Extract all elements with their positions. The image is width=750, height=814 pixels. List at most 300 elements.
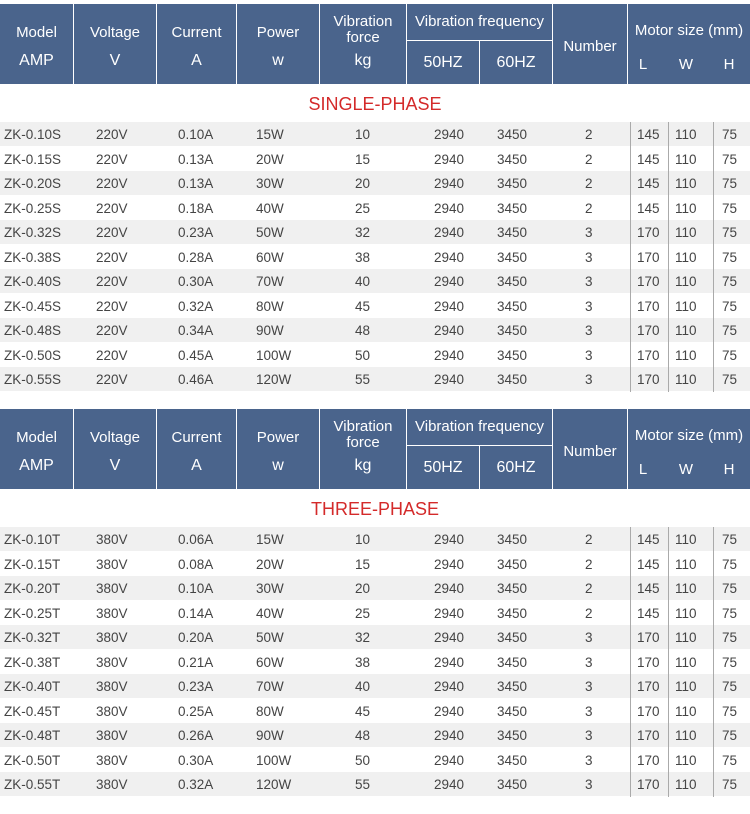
cell-freq-60hz: 3450: [497, 556, 528, 572]
header-motor-w: W: [678, 56, 694, 73]
cell-motor-h: 75: [722, 249, 738, 265]
cell-number: 3: [585, 298, 593, 314]
cell-motor-l: 170: [637, 249, 660, 265]
cell-freq-60hz: 3450: [497, 679, 528, 694]
cell-power: 30W: [256, 581, 284, 596]
header-motor-size: Motor size (mm) L W H: [628, 4, 750, 84]
cell-motor-h: 75: [722, 654, 738, 670]
column-divider: [630, 122, 631, 392]
table-row: [0, 552, 750, 576]
cell-motor-l: 170: [637, 728, 660, 743]
cell-model: ZK-0.48S: [4, 323, 62, 338]
cell-current: 0.45A: [178, 347, 214, 363]
cell-motor-w: 110: [675, 298, 697, 314]
cell-freq-50hz: 2940: [434, 777, 465, 792]
cell-voltage: 220V: [96, 200, 128, 216]
cell-model: ZK-0.48T: [4, 728, 61, 743]
table-row: [0, 723, 750, 747]
cell-motor-w: 110: [675, 249, 697, 265]
cell-model: ZK-0.40T: [4, 679, 61, 694]
cell-freq-50hz: 2940: [434, 298, 465, 314]
cell-motor-h: 75: [722, 532, 738, 547]
cell-number: 3: [585, 249, 593, 265]
header-vibration-frequency: Vibration frequency 50HZ 60HZ: [407, 4, 553, 84]
cell-voltage: 220V: [96, 274, 128, 289]
cell-vibration-force: 32: [355, 630, 371, 645]
cell-freq-60hz: 3450: [497, 200, 528, 216]
cell-power: 120W: [256, 777, 292, 792]
cell-model: ZK-0.45S: [4, 298, 62, 314]
header-motor-h: H: [723, 461, 735, 478]
cell-freq-60hz: 3450: [497, 703, 528, 719]
cell-voltage: 380V: [96, 703, 128, 719]
cell-motor-l: 170: [637, 347, 660, 363]
cell-number: 3: [585, 703, 593, 719]
cell-freq-60hz: 3450: [497, 777, 528, 792]
cell-power: 70W: [256, 274, 284, 289]
cell-motor-l: 170: [637, 323, 660, 338]
cell-model: ZK-0.38T: [4, 654, 61, 670]
cell-power: 60W: [256, 249, 284, 265]
cell-freq-50hz: 2940: [434, 556, 465, 572]
header-voltage: Voltage V: [74, 409, 157, 489]
column-divider: [668, 122, 669, 392]
cell-motor-h: 75: [722, 225, 738, 240]
cell-current: 0.28A: [178, 249, 214, 265]
cell-number: 2: [585, 581, 593, 596]
cell-motor-w: 110: [675, 728, 697, 743]
header-power: Power w: [237, 409, 320, 489]
cell-motor-l: 170: [637, 298, 660, 314]
cell-motor-l: 145: [637, 176, 660, 191]
cell-voltage: 220V: [96, 298, 128, 314]
cell-voltage: 380V: [96, 654, 128, 670]
cell-motor-h: 75: [722, 752, 738, 768]
cell-vibration-force: 50: [355, 752, 371, 768]
header-model: Model AMP: [0, 409, 74, 489]
cell-vibration-force: 15: [355, 556, 371, 572]
table-row: [0, 220, 750, 244]
cell-vibration-force: 15: [355, 151, 371, 167]
header-voltage: Voltage V: [74, 4, 157, 84]
cell-number: 3: [585, 728, 593, 743]
column-divider: [713, 122, 714, 392]
cell-power: 30W: [256, 176, 284, 191]
cell-freq-60hz: 3450: [497, 532, 528, 547]
cell-voltage: 220V: [96, 151, 128, 167]
table-row: [0, 699, 750, 723]
cell-number: 3: [585, 777, 593, 792]
cell-vibration-force: 32: [355, 225, 371, 240]
cell-model: ZK-0.32S: [4, 225, 62, 240]
cell-model: ZK-0.55S: [4, 372, 62, 387]
cell-number: 3: [585, 274, 593, 289]
cell-power: 100W: [256, 752, 292, 768]
cell-model: ZK-0.38S: [4, 249, 62, 265]
cell-motor-h: 75: [722, 151, 738, 167]
cell-motor-l: 170: [637, 372, 660, 387]
table-row: [0, 650, 750, 674]
cell-motor-h: 75: [722, 347, 738, 363]
cell-freq-60hz: 3450: [497, 605, 528, 621]
cell-model: ZK-0.10S: [4, 127, 62, 142]
cell-model: ZK-0.15S: [4, 151, 62, 167]
cell-motor-w: 110: [675, 151, 697, 167]
cell-power: 20W: [256, 556, 284, 572]
cell-motor-w: 110: [675, 200, 697, 216]
header-freq-60: 60HZ: [496, 459, 536, 476]
cell-power: 15W: [256, 532, 284, 547]
cell-freq-50hz: 2940: [434, 274, 465, 289]
cell-freq-50hz: 2940: [434, 605, 465, 621]
cell-number: 2: [585, 200, 593, 216]
cell-vibration-force: 45: [355, 703, 371, 719]
cell-vibration-force: 20: [355, 581, 371, 596]
cell-voltage: 220V: [96, 372, 128, 387]
cell-current: 0.10A: [178, 581, 214, 596]
table-row: [0, 196, 750, 220]
header-freq-50: 50HZ: [407, 41, 480, 84]
cell-motor-h: 75: [722, 176, 738, 191]
header-power: Power w: [237, 4, 320, 84]
cell-vibration-force: 50: [355, 347, 371, 363]
cell-motor-l: 170: [637, 777, 660, 792]
table-row: [0, 318, 750, 342]
cell-vibration-force: 40: [355, 679, 371, 694]
table-row: [0, 122, 750, 146]
cell-motor-w: 110: [675, 630, 697, 645]
cell-motor-h: 75: [722, 556, 738, 572]
cell-freq-50hz: 2940: [434, 127, 465, 142]
cell-motor-h: 75: [722, 630, 738, 645]
cell-voltage: 380V: [96, 532, 128, 547]
table-row: [0, 625, 750, 649]
cell-power: 15W: [256, 127, 284, 142]
cell-vibration-force: 48: [355, 323, 371, 338]
cell-motor-w: 110: [675, 176, 697, 191]
cell-freq-50hz: 2940: [434, 752, 465, 768]
cell-power: 60W: [256, 654, 284, 670]
table-row: [0, 748, 750, 772]
cell-current: 0.20A: [178, 630, 214, 645]
table-header: [0, 409, 750, 489]
cell-motor-h: 75: [722, 298, 738, 314]
header-current: Current A: [157, 4, 237, 84]
cell-motor-w: 110: [675, 752, 697, 768]
cell-motor-l: 145: [637, 605, 660, 621]
cell-current: 0.32A: [178, 298, 214, 314]
header-motor-size: Motor size (mm) L W H: [628, 409, 750, 489]
cell-voltage: 220V: [96, 323, 128, 338]
cell-motor-h: 75: [722, 581, 738, 596]
cell-motor-l: 145: [637, 127, 660, 142]
cell-number: 3: [585, 372, 593, 387]
cell-motor-h: 75: [722, 127, 738, 142]
cell-current: 0.32A: [178, 777, 214, 792]
cell-voltage: 220V: [96, 176, 128, 191]
header-number: Number: [553, 409, 628, 489]
cell-voltage: 380V: [96, 605, 128, 621]
table-row: [0, 367, 750, 391]
cell-motor-h: 75: [722, 323, 738, 338]
cell-vibration-force: 25: [355, 200, 371, 216]
cell-freq-60hz: 3450: [497, 225, 528, 240]
cell-power: 100W: [256, 347, 292, 363]
cell-number: 3: [585, 654, 593, 670]
cell-current: 0.34A: [178, 323, 214, 338]
cell-vibration-force: 38: [355, 654, 371, 670]
cell-current: 0.08A: [178, 556, 214, 572]
cell-freq-50hz: 2940: [434, 176, 465, 191]
cell-number: 2: [585, 532, 593, 547]
cell-motor-l: 170: [637, 703, 660, 719]
three-phase-title: THREE-PHASE: [310, 499, 440, 519]
cell-number: 3: [585, 225, 593, 240]
cell-freq-60hz: 3450: [497, 176, 528, 191]
cell-freq-50hz: 2940: [434, 679, 465, 694]
cell-freq-50hz: 2940: [434, 200, 465, 216]
column-divider: [668, 527, 669, 797]
table-row: [0, 674, 750, 698]
cell-freq-50hz: 2940: [434, 249, 465, 265]
cell-voltage: 220V: [96, 249, 128, 265]
cell-freq-50hz: 2940: [434, 581, 465, 596]
cell-current: 0.46A: [178, 372, 214, 387]
cell-freq-60hz: 3450: [497, 752, 528, 768]
cell-voltage: 380V: [96, 752, 128, 768]
cell-power: 20W: [256, 151, 284, 167]
cell-model: ZK-0.45T: [4, 703, 61, 719]
cell-motor-w: 110: [675, 225, 697, 240]
cell-motor-w: 110: [675, 532, 697, 547]
cell-motor-l: 145: [637, 556, 660, 572]
cell-motor-w: 110: [675, 654, 697, 670]
cell-vibration-force: 10: [355, 532, 371, 547]
cell-freq-50hz: 2940: [434, 532, 465, 547]
cell-current: 0.13A: [178, 176, 214, 191]
table-row: [0, 269, 750, 293]
cell-vibration-force: 48: [355, 728, 371, 743]
header-number: Number: [553, 4, 628, 84]
cell-number: 3: [585, 323, 593, 338]
cell-motor-l: 170: [637, 630, 660, 645]
table-row: [0, 772, 750, 796]
cell-freq-60hz: 3450: [497, 581, 528, 596]
cell-freq-60hz: 3450: [497, 249, 528, 265]
column-divider: [630, 527, 631, 797]
cell-current: 0.30A: [178, 752, 214, 768]
cell-model: ZK-0.50T: [4, 752, 61, 768]
cell-freq-50hz: 2940: [434, 151, 465, 167]
cell-number: 3: [585, 679, 593, 694]
cell-motor-l: 170: [637, 679, 660, 694]
cell-number: 2: [585, 127, 593, 142]
cell-vibration-force: 55: [355, 777, 371, 792]
cell-vibration-force: 38: [355, 249, 371, 265]
cell-motor-l: 170: [637, 274, 660, 289]
header-vibration-force: Vibration force kg: [320, 4, 407, 84]
single-phase-title: SINGLE-PHASE: [308, 94, 442, 114]
cell-number: 2: [585, 556, 593, 572]
cell-freq-50hz: 2940: [434, 225, 465, 240]
cell-power: 40W: [256, 605, 284, 621]
header-motor-h: H: [723, 56, 735, 73]
cell-motor-l: 170: [637, 225, 660, 240]
cell-freq-60hz: 3450: [497, 372, 528, 387]
cell-model: ZK-0.10T: [4, 532, 61, 547]
cell-number: 2: [585, 151, 593, 167]
header-freq-60: 60HZ: [496, 54, 536, 71]
cell-motor-l: 145: [637, 200, 660, 216]
table-row: [0, 527, 750, 551]
cell-freq-60hz: 3450: [497, 298, 528, 314]
cell-current: 0.25A: [178, 703, 214, 719]
cell-freq-60hz: 3450: [497, 630, 528, 645]
cell-motor-l: 170: [637, 654, 660, 670]
cell-number: 3: [585, 347, 593, 363]
header-vibration-force: Vibration force kg: [320, 409, 407, 489]
cell-vibration-force: 10: [355, 127, 371, 142]
cell-vibration-force: 45: [355, 298, 371, 314]
cell-motor-l: 145: [637, 581, 660, 596]
cell-vibration-force: 25: [355, 605, 371, 621]
table-row: [0, 147, 750, 171]
cell-freq-50hz: 2940: [434, 347, 465, 363]
cell-number: 3: [585, 752, 593, 768]
cell-motor-h: 75: [722, 728, 738, 743]
cell-voltage: 220V: [96, 225, 128, 240]
cell-motor-w: 110: [675, 777, 697, 792]
table-row: [0, 601, 750, 625]
cell-freq-60hz: 3450: [497, 274, 528, 289]
cell-model: ZK-0.20S: [4, 176, 62, 191]
cell-current: 0.23A: [178, 679, 214, 694]
cell-current: 0.21A: [178, 654, 214, 670]
cell-freq-50hz: 2940: [434, 323, 465, 338]
cell-voltage: 380V: [96, 556, 128, 572]
cell-motor-l: 170: [637, 752, 660, 768]
cell-voltage: 380V: [96, 581, 128, 596]
table-row: [0, 343, 750, 367]
cell-motor-l: 145: [637, 151, 660, 167]
cell-motor-w: 110: [675, 347, 697, 363]
cell-freq-60hz: 3450: [497, 127, 528, 142]
column-divider: [713, 527, 714, 797]
header-vibration-frequency: Vibration frequency 50HZ 60HZ: [407, 409, 553, 489]
cell-power: 40W: [256, 200, 284, 216]
cell-voltage: 220V: [96, 127, 128, 142]
cell-power: 80W: [256, 703, 284, 719]
cell-model: ZK-0.50S: [4, 347, 62, 363]
cell-vibration-force: 55: [355, 372, 371, 387]
header-motor-l: L: [638, 56, 648, 73]
cell-current: 0.26A: [178, 728, 214, 743]
cell-freq-50hz: 2940: [434, 703, 465, 719]
cell-motor-h: 75: [722, 372, 738, 387]
cell-number: 3: [585, 630, 593, 645]
cell-power: 80W: [256, 298, 284, 314]
cell-current: 0.18A: [178, 200, 214, 216]
cell-voltage: 380V: [96, 777, 128, 792]
cell-freq-50hz: 2940: [434, 728, 465, 743]
cell-motor-h: 75: [722, 200, 738, 216]
cell-power: 70W: [256, 679, 284, 694]
cell-motor-w: 110: [675, 581, 697, 596]
header-model: Model AMP: [0, 4, 74, 84]
cell-voltage: 380V: [96, 679, 128, 694]
cell-voltage: 220V: [96, 347, 128, 363]
cell-freq-60hz: 3450: [497, 323, 528, 338]
cell-vibration-force: 40: [355, 274, 371, 289]
table-header: [0, 4, 750, 84]
cell-motor-w: 110: [675, 556, 697, 572]
cell-motor-w: 110: [675, 372, 697, 387]
cell-freq-60hz: 3450: [497, 728, 528, 743]
table-row: [0, 245, 750, 269]
cell-motor-h: 75: [722, 679, 738, 694]
cell-current: 0.06A: [178, 532, 214, 547]
cell-motor-w: 110: [675, 127, 697, 142]
cell-freq-60hz: 3450: [497, 654, 528, 670]
cell-motor-w: 110: [675, 703, 697, 719]
cell-power: 120W: [256, 372, 292, 387]
cell-current: 0.23A: [178, 225, 214, 240]
cell-motor-w: 110: [675, 679, 697, 694]
cell-current: 0.30A: [178, 274, 214, 289]
cell-model: ZK-0.32T: [4, 630, 61, 645]
cell-motor-w: 110: [675, 323, 697, 338]
cell-model: ZK-0.25S: [4, 200, 62, 216]
cell-motor-h: 75: [722, 703, 738, 719]
table-row: [0, 294, 750, 318]
cell-vibration-force: 20: [355, 176, 371, 191]
header-motor-l: L: [638, 461, 648, 478]
cell-power: 50W: [256, 225, 284, 240]
cell-current: 0.13A: [178, 151, 214, 167]
cell-model: ZK-0.25T: [4, 605, 61, 621]
table-row: [0, 171, 750, 195]
cell-power: 90W: [256, 728, 284, 743]
cell-current: 0.14A: [178, 605, 214, 621]
cell-voltage: 380V: [96, 728, 128, 743]
header-freq-50: 50HZ: [407, 446, 480, 489]
cell-motor-h: 75: [722, 777, 738, 792]
cell-freq-60hz: 3450: [497, 151, 528, 167]
cell-model: ZK-0.20T: [4, 581, 61, 596]
cell-power: 50W: [256, 630, 284, 645]
cell-number: 2: [585, 605, 593, 621]
cell-model: ZK-0.55T: [4, 777, 61, 792]
cell-freq-50hz: 2940: [434, 654, 465, 670]
cell-freq-50hz: 2940: [434, 630, 465, 645]
cell-voltage: 380V: [96, 630, 128, 645]
cell-motor-h: 75: [722, 274, 738, 289]
table-row: [0, 576, 750, 600]
cell-freq-60hz: 3450: [497, 347, 528, 363]
cell-number: 2: [585, 176, 593, 191]
cell-power: 90W: [256, 323, 284, 338]
cell-current: 0.10A: [178, 127, 214, 142]
header-current: Current A: [157, 409, 237, 489]
header-motor-w: W: [678, 461, 694, 478]
cell-motor-w: 110: [675, 605, 697, 621]
cell-freq-50hz: 2940: [434, 372, 465, 387]
cell-model: ZK-0.40S: [4, 274, 62, 289]
cell-model: ZK-0.15T: [4, 556, 61, 572]
cell-motor-w: 110: [675, 274, 697, 289]
cell-motor-l: 145: [637, 532, 660, 547]
cell-motor-h: 75: [722, 605, 738, 621]
